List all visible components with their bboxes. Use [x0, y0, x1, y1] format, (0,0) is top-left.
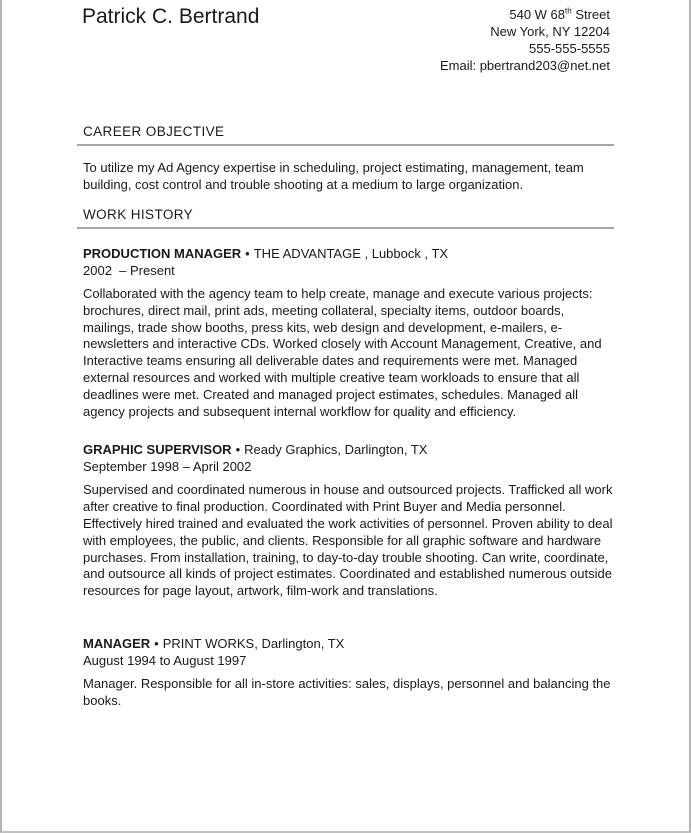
bullet-separator: • — [235, 442, 241, 458]
resume-body — [77, 124, 614, 710]
job-title: MANAGER — [83, 635, 151, 651]
section-work-history — [77, 207, 614, 710]
job-description: Collaborated with the agency team to help create, manage and execute various projects: brochures, direct mail, print ads, meeting collateral, specialty items, outdoor boards, mailings, trade show booths, press kits, web design and development, e-mailers, e-newsletters and interactive CDs. Worked closely with Account Management, Creative, and Interactive teams ensuring all deliverable dates and requirements were met. Managed external resources and worked with multiple creative team workloads to ensure that all deadlines were met. Created and managed project estimates, schedules. Managed all agency projects and subsequent internal workflow for quality and efficiency. — [83, 286, 602, 419]
job-title-line — [83, 441, 614, 458]
job-dates: August 1994 to August 1997 — [83, 652, 247, 668]
career-objective-heading: CAREER OBJECTIVE — [77, 124, 614, 146]
job-company: PRINT WORKS, Darlington, TX — [162, 635, 345, 651]
job-description: Supervised and coordinated numerous in house and outsourced projects. Trafficked all work after creative to final production. Coordinated with Print Buyer and Media personnel. Effectively hired trained and evaluated the work activities of personnel. Proven ability to deal with employees, the public, and clients. Responsible for all graphic software and hardware purchases. From installation, training, to day-to-day trouble shooting. Can write, coordinate, and outsource all kinds of project estimates. Coordinated and established numerous outside resources for page layout, artwork, film-work and translations. — [83, 482, 613, 599]
job-description: Manager. Responsible for all in-store activities: sales, displays, personnel and balancing the books. — [83, 675, 611, 708]
person-name: Patrick C. Bertrand — [82, 5, 260, 28]
street-ordinal-suffix: th — [565, 6, 572, 16]
job-entry-production-manager — [77, 245, 614, 420]
phone-number: 555-555-5555 — [529, 41, 610, 56]
job-dates: 2002 – Present — [83, 263, 175, 278]
job-title-line — [83, 245, 614, 262]
bullet-separator: • — [245, 246, 250, 261]
job-company: THE ADVANTAGE , Lubbock , TX — [253, 246, 449, 261]
work-history-heading: WORK HISTORY — [77, 207, 614, 229]
job-company: Ready Graphics, Darlington, TX — [244, 442, 428, 458]
street-number: 540 W 68 — [509, 7, 566, 22]
job-entry-graphic-supervisor — [77, 441, 614, 600]
email-address: Email: pbertrand203@net.net — [439, 58, 610, 73]
bullet-separator: • — [154, 635, 159, 651]
job-title-line — [83, 635, 614, 652]
section-career-objective — [77, 124, 614, 193]
contact-info-block — [440, 6, 610, 74]
job-title: PRODUCTION MANAGER — [83, 246, 242, 261]
job-entry-manager — [77, 635, 614, 710]
resume-header — [2, 0, 689, 74]
street-name: Street — [571, 7, 610, 22]
job-title: GRAPHIC SUPERVISOR — [83, 442, 232, 458]
street-address — [440, 6, 610, 23]
job-dates: September 1998 – April 2002 — [83, 459, 252, 475]
city-state-zip: New York, NY 12204 — [490, 24, 610, 39]
career-objective-text: To utilize my Ad Agency expertise in scheduling, project estimating, management, team building, cost control and trouble shooting at a medium to large organization. — [83, 160, 584, 192]
